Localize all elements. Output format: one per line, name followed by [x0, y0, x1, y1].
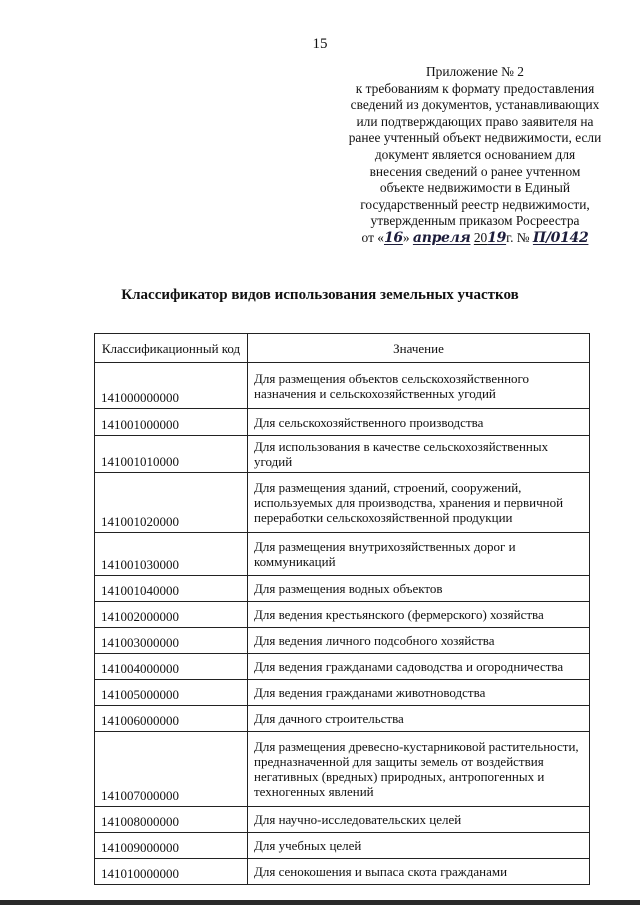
column-header-value: Значение — [248, 334, 590, 363]
table-row — [95, 436, 590, 473]
appendix-line: объекте недвижимости в Единый — [379, 180, 571, 196]
row-value: Для размещения объектов сельскохозяйственного назначения и сельскохозяйственных угодий — [248, 363, 590, 409]
page-number: 15 — [312, 36, 328, 52]
order-month-handwritten: апреля — [412, 229, 471, 246]
order-year-prefix: 20 — [473, 229, 488, 245]
order-prefix: от « — [361, 229, 384, 245]
table-row — [95, 732, 590, 807]
row-value: Для размещения зданий, строений, сооружений, используемых для производства, хранения и первичной переработки сельскохозяйственной продукции — [248, 473, 590, 533]
appendix-block — [330, 64, 620, 247]
row-code: 141000000000 — [95, 363, 248, 409]
table-row — [95, 602, 590, 628]
table-row — [95, 473, 590, 533]
row-code: 141009000000 — [95, 833, 248, 859]
table-header-row — [95, 334, 590, 363]
row-code: 141003000000 — [95, 628, 248, 654]
column-header-code: Классификационный код — [95, 334, 248, 363]
appendix-line: утвержденным приказом Росреестра — [370, 213, 580, 229]
row-code: 141002000000 — [95, 602, 248, 628]
row-value: Для размещения водных объектов — [248, 576, 590, 602]
order-number-prefix: г. № — [506, 229, 530, 245]
appendix-line: или подтверждающих право заявителя на — [356, 113, 594, 129]
row-code: 141005000000 — [95, 680, 248, 706]
order-number-handwritten: П/0142 — [532, 229, 589, 246]
table-row — [95, 409, 590, 436]
row-code: 141001000000 — [95, 409, 248, 436]
row-code: 141001020000 — [95, 473, 248, 533]
appendix-line: Приложение № 2 — [425, 64, 525, 79]
row-value: Для сельскохозяйственного производства — [248, 409, 590, 436]
row-value: Для использования в качестве сельскохозяйственных угодий — [248, 436, 590, 473]
row-code: 141010000000 — [95, 859, 248, 885]
order-year-handwritten: 19 — [487, 229, 507, 246]
table-row — [95, 654, 590, 680]
appendix-line: внесения сведений о ранее учтенном — [369, 163, 581, 179]
appendix-line: к требованиям к формату предоставления — [355, 80, 595, 96]
table-row — [95, 576, 590, 602]
classifier-table — [94, 333, 590, 885]
row-value: Для научно-исследовательских целей — [248, 807, 590, 833]
appendix-line: ранее учтенный объект недвижимости, если — [348, 130, 602, 146]
table-row — [95, 807, 590, 833]
row-value: Для дачного строительства — [248, 706, 590, 732]
appendix-line: документ является основанием для — [374, 146, 576, 162]
table-row — [95, 706, 590, 732]
order-date-line — [330, 230, 620, 247]
table-row — [95, 680, 590, 706]
row-value: Для сенокошения и выпаса скота гражданами — [248, 859, 590, 885]
row-code: 141008000000 — [95, 807, 248, 833]
row-value: Для ведения гражданами животноводства — [248, 680, 590, 706]
scan-bottom-edge — [0, 900, 640, 905]
row-code: 141006000000 — [95, 706, 248, 732]
row-value: Для размещения внутрихозяйственных дорог и коммуникаций — [248, 533, 590, 576]
table-row — [95, 859, 590, 885]
row-code: 141001030000 — [95, 533, 248, 576]
document-heading: Классификатор видов использования земельных участков — [121, 287, 519, 303]
row-code: 141001040000 — [95, 576, 248, 602]
row-value: Для ведения личного подсобного хозяйства — [248, 628, 590, 654]
row-value: Для учебных целей — [248, 833, 590, 859]
row-code: 141001010000 — [95, 436, 248, 473]
table-row — [95, 363, 590, 409]
table-row — [95, 533, 590, 576]
row-value: Для размещения древесно-кустарниковой растительности, предназначенной для защиты земель от воздействия негативных (вредных) природных, антропогенных и техногенных явлений — [248, 732, 590, 807]
row-code: 141007000000 — [95, 732, 248, 807]
appendix-line: сведений из документов, устанавливающих — [350, 97, 600, 113]
table-row — [95, 628, 590, 654]
order-mid: » — [402, 229, 410, 245]
row-code: 141004000000 — [95, 654, 248, 680]
order-day-handwritten: 16 — [383, 229, 403, 246]
table-row — [95, 833, 590, 859]
appendix-line: государственный реестр недвижимости, — [360, 196, 590, 212]
row-value: Для ведения гражданами садоводства и огородничества — [248, 654, 590, 680]
row-value: Для ведения крестьянского (фермерского) хозяйства — [248, 602, 590, 628]
